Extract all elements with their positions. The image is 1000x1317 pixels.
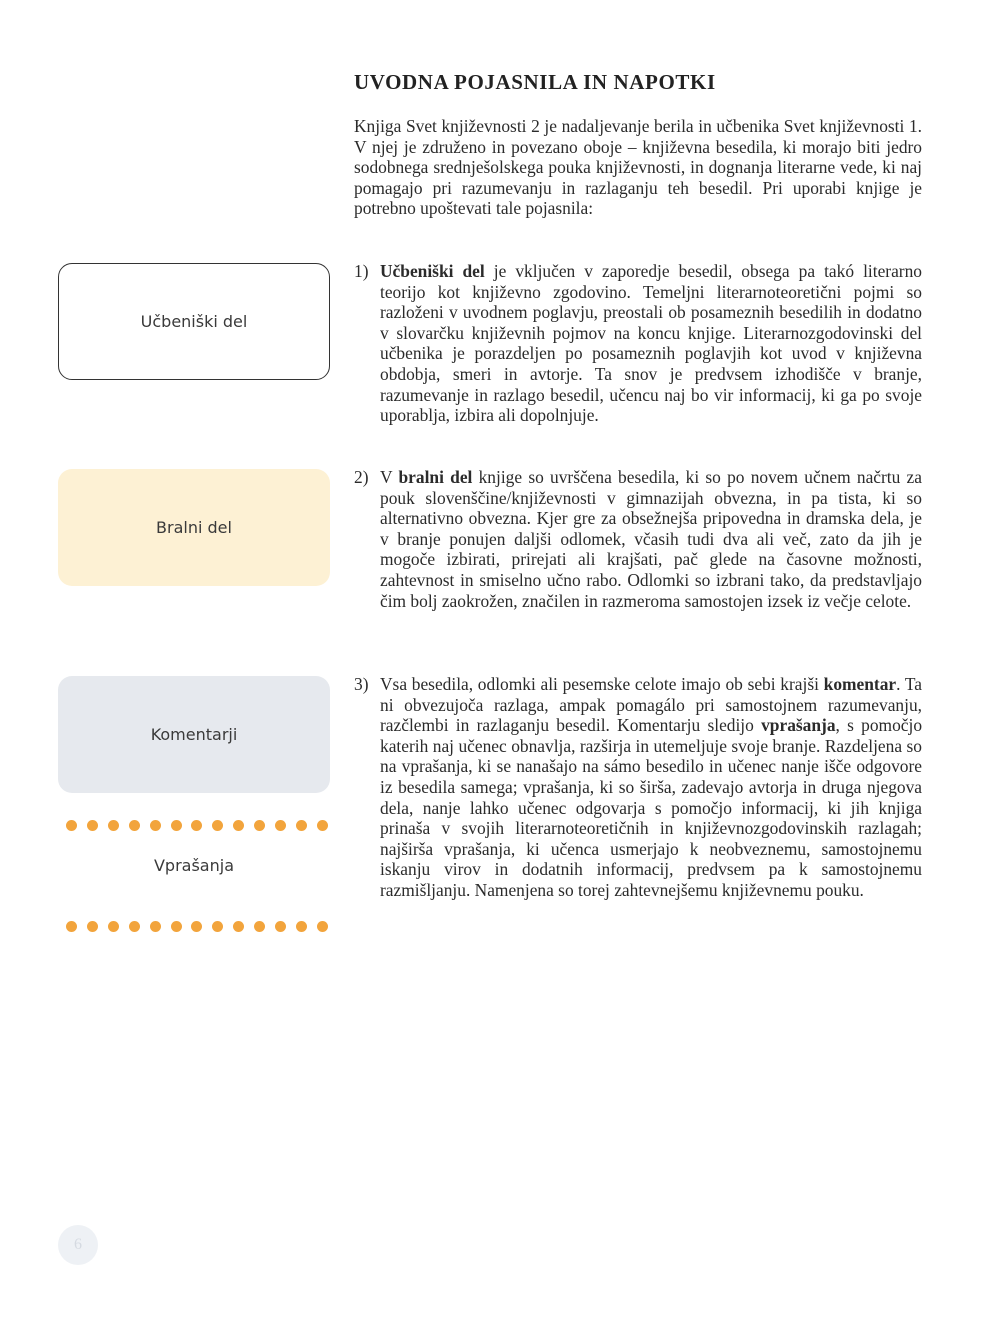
- sidebar-label-ucbeniski: Učbeniški del: [140, 312, 248, 331]
- list-item-1: [354, 261, 922, 426]
- item-text: , s pomočjo katerih naj učenec obnavlja, razširja in utemeljuje svoje branje. Razdeljena so na vprašanja, ki se nanašajo na sámo besedilo in učenec nanje išče odgovore iz besedila samega; vprašanja, ki so širša, zadevajo avtorja in druga njegova dela, nanje lahko učenec odgovarja s pomočjo informacij, ki jih knjiga prinaša v svojih literarnoteoretičnih in književnozgodovinskih razlagah; najširša vprašanja, ki učenca usmerjajo k neobveznemu, samostojnemu iskanju virov in dodatnih informacij, predvsem pa k samostojnemu razmišljanju. Namenjena so torej zahtevnejšemu književnemu pouku.: [380, 715, 923, 900]
- item-text: Vsa besedila, odlomki ali pesemske celote imajo ob sebi krajši: [380, 674, 824, 694]
- item-text: V: [380, 467, 399, 487]
- item-keyword: vprašanja: [761, 715, 836, 736]
- item-keyword: komentar: [823, 674, 897, 694]
- item-keyword: bralni del: [398, 467, 473, 487]
- sidebar-label-komentarji: Komentarji: [150, 725, 238, 744]
- list-item-number: 1): [354, 261, 369, 281]
- list-item-number: 3): [354, 674, 369, 694]
- list-item-number: 2): [354, 467, 369, 487]
- dotted-divider-top: [66, 819, 328, 831]
- sidebar-box-komentarji: [58, 676, 330, 793]
- sidebar-box-bralni-del: [58, 469, 330, 586]
- list-item-3: [354, 674, 922, 901]
- page-title: UVODNA POJASNILA IN NAPOTKI: [354, 70, 716, 94]
- intro-paragraph: Knjiga Svet književnosti 2 je nadaljevanje berila in učbenika Svet književnosti 1. V njej je združeno in povezano oboje – književna besedila, ki morajo biti jedro sodobnega srednješolskega pouka književnosti, in dognanja literarne vede, ki naj pomagajo pri razumevanju in razlaganju teh besedil. Pri uporabi knjige je potrebno upoštevati tale pojasnila:: [354, 116, 922, 219]
- sidebar-label-bralni: Bralni del: [156, 518, 232, 537]
- item-text: . Ta ni obvezujoča razlaga, ampak pomagálo pri samostojnem razumevanju, razčlembi in razlaganju besedil. Komentarju sledijo: [380, 674, 922, 736]
- page-number-badge: [58, 1225, 98, 1265]
- item-text: knjige so uvrščena besedila, ki so po novem učnem načrtu za pouk slovenščine/književnosti v gimnazijah obvezna, in pa tista, ki so alternativno obvezna. Kjer gre za obsežnejša pripovedna in dramska dela, je v branje ponujen daljši odlomek, včasih tudi dva ali več, zato da jih je mogoče izbirati, prirejati ali krajšati, pač glede na časovne možnosti, zahtevnost in smiselno učno rabo. Odlomki so izbrani tako, da predstavljajo čim bolj zaokrožen, značilen in razmeroma samostojen izsek iz večje celote.: [380, 467, 922, 611]
- list-item-2: [354, 467, 922, 611]
- item-text: je vključen v zaporedje besedil, obsega pa takó literarno teorijo kot književno zgodovino. Temeljni literarnoteoretični pojmi so razloženi v uvodnem poglavju, preostali ob posameznih besedilih in dodatno v slovarčku književnih pojmov na koncu knjige. Literarnozgodovinski del učbenika je porazdeljen po posameznih poglavjih kot uvod v književna obdobja, smeri in avtorje. Ta snov je predvsem izhodišče v branje, razumevanje in razlago besedil, učencu naj bo vir informacij, ki ga po svoje uporablja, izbira ali dopolnjuje.: [380, 261, 922, 426]
- dotted-divider-bottom: [66, 920, 328, 932]
- sidebar-label-vprasanja: Vprašanja: [153, 856, 234, 875]
- sidebar-box-ucbeniski-del: [58, 263, 330, 380]
- page-number: 6: [74, 1236, 82, 1253]
- item-keyword: Učbeniški del: [380, 261, 485, 281]
